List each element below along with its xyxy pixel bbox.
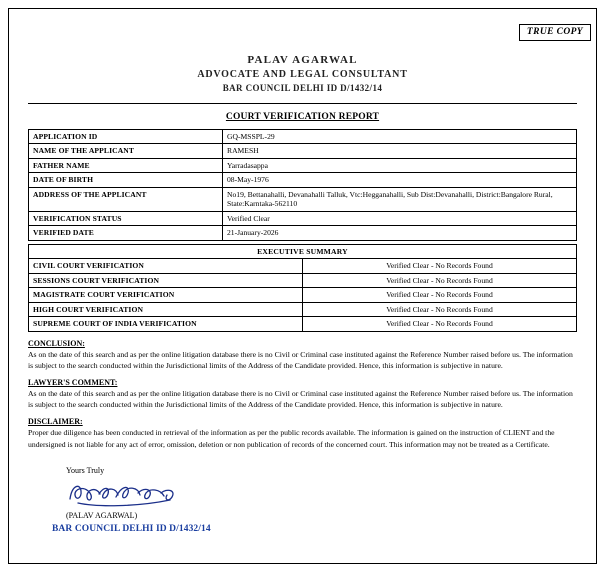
- table-row: [29, 317, 577, 331]
- detail-label: VERIFICATION STATUS: [29, 211, 223, 225]
- summary-value: Verified Clear - No Records Found: [303, 259, 577, 273]
- salutation: Yours Truly: [66, 465, 105, 475]
- letterhead: [28, 54, 577, 93]
- header-divider: [28, 103, 577, 104]
- signatory-name: (PALAV AGARWAL): [66, 510, 138, 520]
- detail-value: Verified Clear: [223, 211, 577, 225]
- table-row: [29, 273, 577, 287]
- table-row: [29, 158, 577, 172]
- page-title: COURT VERIFICATION REPORT: [225, 112, 380, 122]
- table-row: [29, 173, 577, 187]
- summary-value: Verified Clear - No Records Found: [303, 273, 577, 287]
- summary-label: MAGISTRATE COURT VERIFICATION: [29, 288, 303, 302]
- table-row: [29, 144, 577, 158]
- advocate-name: PALAV AGARWAL: [247, 54, 358, 66]
- detail-value: RAMESH: [223, 144, 577, 158]
- detail-label: VERIFIED DATE: [29, 226, 223, 240]
- table-row: [29, 288, 577, 302]
- conclusion-heading: CONCLUSION:: [28, 338, 85, 348]
- table-row: [29, 259, 577, 273]
- table-row: [29, 302, 577, 316]
- detail-value: 08-May-1976: [223, 173, 577, 187]
- disclaimer-text: Proper due diligence has been conducted in retrieval of the information as per the public records available. The information is gained on the instruction of CLIENT and the undersigned is not liable for any act of error, omission, deletion or non publication of records of the concerned court. This information may not be treated as a Certificate.: [28, 428, 555, 449]
- conclusion-text: As on the date of this search and as per the online litigation database there is no Civil or Criminal case instituted against the Reference Number raised before us. The information is subject to the search conducted within the Jurisdictional limits of the Address of the Candidate provided. Hence, this information is subjective in nature.: [28, 349, 573, 370]
- disclaimer-heading: DISCLAIMER:: [28, 417, 83, 427]
- table-row: [29, 187, 577, 211]
- summary-value: Verified Clear - No Records Found: [303, 302, 577, 316]
- summary-value: Verified Clear - No Records Found: [303, 317, 577, 331]
- summary-value: Verified Clear - No Records Found: [303, 288, 577, 302]
- lawyers-comment-text: As on the date of this search and as per the online litigation database there is no Civil or Criminal case instituted against the Reference Number raised before us. The information is subject to the search conducted within the Jurisdictional limits of the Address of the Candidate provided. Hence, this information is subjective in nature.: [28, 389, 573, 410]
- detail-value: Yarradasappa: [223, 158, 577, 172]
- signature-image: [66, 477, 186, 511]
- detail-label: FATHER NAME: [29, 158, 223, 172]
- lawyers-comment-heading: LAWYER'S COMMENT:: [28, 378, 118, 388]
- table-header-row: [29, 244, 577, 258]
- detail-value: No19, Bettanahalli, Devanahalli Talluk, Vtc:Hegganahalli, Sub Dist:Devanahalli, District:Bangalore Rural, State:Karntaka-562110: [223, 187, 577, 211]
- document-content: [28, 28, 577, 534]
- applicant-details-table: [28, 129, 577, 241]
- signatory-bar-id: BAR COUNCIL DELHI ID D/1432/14: [52, 523, 211, 534]
- advocate-designation: ADVOCATE AND LEGAL CONSULTANT: [197, 69, 408, 80]
- detail-value: GQ-MSSPL-29: [223, 130, 577, 144]
- table-row: [29, 226, 577, 240]
- summary-label: SUPREME COURT OF INDIA VERIFICATION: [29, 317, 303, 331]
- true-copy-stamp: TRUE COPY: [519, 24, 591, 41]
- executive-summary-table: [28, 244, 577, 332]
- detail-value: 21-January-2026: [223, 226, 577, 240]
- executive-summary-heading: EXECUTIVE SUMMARY: [29, 244, 577, 258]
- detail-label: NAME OF THE APPLICANT: [29, 144, 223, 158]
- summary-label: HIGH COURT VERIFICATION: [29, 302, 303, 316]
- detail-label: DATE OF BIRTH: [29, 173, 223, 187]
- table-row: [29, 211, 577, 225]
- table-row: [29, 130, 577, 144]
- detail-label: ADDRESS OF THE APPLICANT: [29, 187, 223, 211]
- summary-label: CIVIL COURT VERIFICATION: [29, 259, 303, 273]
- detail-label: APPLICATION ID: [29, 130, 223, 144]
- advocate-bar-council: BAR COUNCIL DELHI ID D/1432/14: [222, 83, 383, 93]
- summary-label: SESSIONS COURT VERIFICATION: [29, 273, 303, 287]
